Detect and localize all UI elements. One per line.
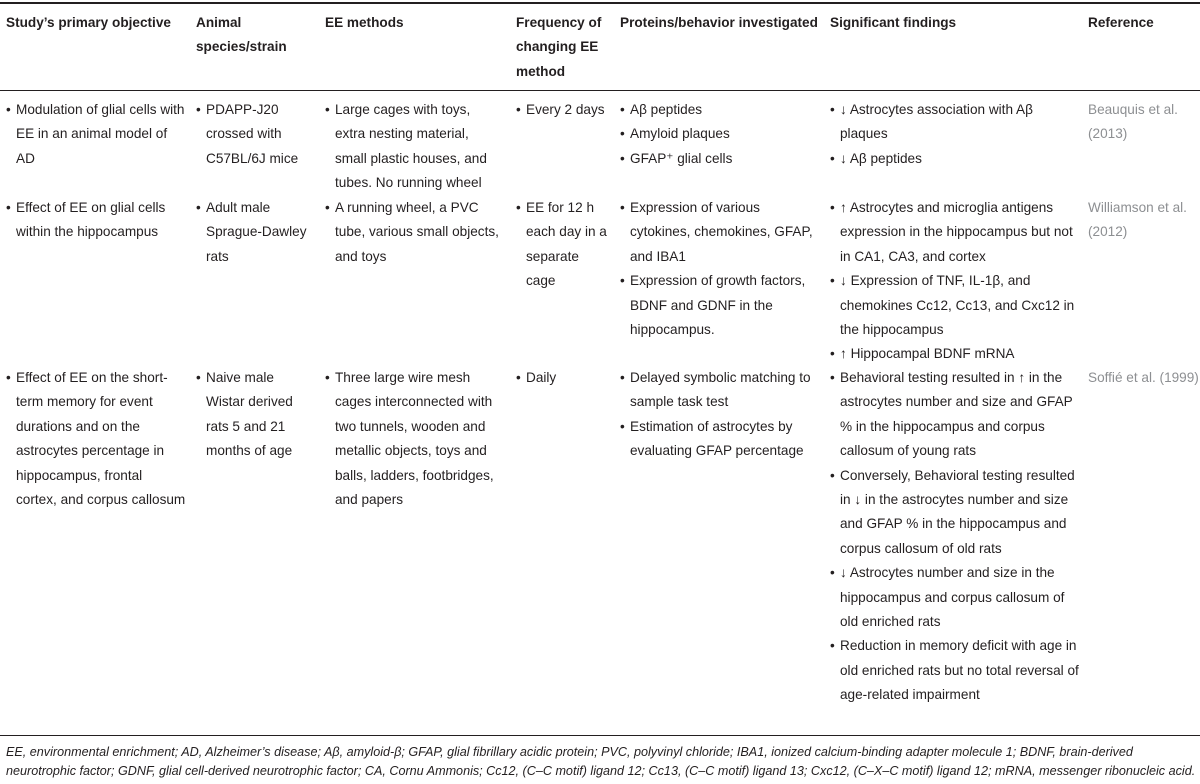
row1-objective-item: • Modulation of glial cells with EE in an animal model of AD	[6, 98, 186, 171]
row1-methods-item: • Large cages with toys, extra nesting material, small plastic houses, and tubes. No running wheel	[325, 98, 503, 196]
row2-findings	[830, 196, 1080, 367]
header-reference: Reference	[1088, 15, 1154, 30]
row3-findings	[830, 366, 1080, 708]
row2-reference[interactable]: Williamson et al. (2012)	[1088, 200, 1187, 240]
row3-objective-item: • Effect of EE on the short-term memory for event durations and on the astrocytes percentage in hippocampus, frontal cortex, and corpus callosum	[6, 366, 186, 512]
row2-objective	[6, 196, 186, 245]
row3-proteins-item: • Delayed symbolic matching to sample task test	[620, 366, 820, 415]
row3-findings-item: • ↓ Astrocytes number and size in the hippocampus and corpus callosum of old enriched rats	[830, 561, 1080, 634]
row1-findings-item: • ↓ Astrocytes association with Aβ plaques	[830, 98, 1080, 147]
row3-species	[196, 366, 308, 464]
row3-objective	[6, 366, 186, 512]
row3-species-item: • Naive male Wistar derived rats 5 and 21 months of age	[196, 366, 308, 464]
row2-findings-item: • ↑ Astrocytes and microglia antigens expression in the hippocampus but not in CA1, CA3, and cortex	[830, 196, 1080, 269]
row1-proteins-item: • GFAP⁺ glial cells	[620, 147, 820, 171]
row1-species	[196, 98, 308, 171]
row1-findings	[830, 98, 1080, 171]
row1-frequency	[516, 98, 611, 122]
row2-proteins-item: • Expression of growth factors, BDNF and GDNF in the hippocampus.	[620, 269, 820, 342]
row2-proteins-item: • Expression of various cytokines, chemokines, GFAP, and IBA1	[620, 196, 820, 269]
row1-findings-item: • ↓ Aβ peptides	[830, 147, 1080, 171]
row2-methods-item: • A running wheel, a PVC tube, various small objects, and toys	[325, 196, 503, 269]
row1-reference[interactable]: Beauquis et al. (2013)	[1088, 102, 1178, 142]
row2-frequency	[516, 196, 611, 294]
footer-rule	[0, 735, 1200, 736]
row1-frequency-item: • Every 2 days	[516, 98, 611, 122]
row3-reference[interactable]: Soffié et al. (1999)	[1088, 370, 1199, 385]
row1-methods	[325, 98, 503, 196]
row3-methods-item: • Three large wire mesh cages interconnected with two tunnels, wooden and metallic objects, toys and balls, ladders, footbridges, and papers	[325, 366, 503, 512]
row3-findings-item: • Reduction in memory deficit with age in old enriched rats but no total reversal of age-related impairment	[830, 634, 1080, 707]
row1-objective	[6, 98, 186, 171]
row3-findings-item: • Conversely, Behavioral testing resulted in ↓ in the astrocytes number and size and GFAP % in the hippocampus and corpus callosum of old rats	[830, 464, 1080, 562]
row2-findings-item: • ↑ Hippocampal BDNF mRNA	[830, 342, 1080, 366]
header-frequency: Frequency of changing EE method	[516, 15, 602, 79]
row2-methods	[325, 196, 503, 269]
row1-proteins-item: • Amyloid plaques	[620, 122, 820, 146]
row2-species	[196, 196, 308, 269]
row2-frequency-item: • EE for 12 h each day in a separate cage	[516, 196, 611, 294]
row3-proteins	[620, 366, 820, 464]
row3-methods	[325, 366, 503, 512]
row2-findings-item: • ↓ Expression of TNF, IL-1β, and chemokines Cc12, Cc13, and Cxc12 in the hippocampus	[830, 269, 1080, 342]
row3-proteins-item: • Estimation of astrocytes by evaluating GFAP percentage	[620, 415, 820, 464]
top-rule	[0, 2, 1200, 4]
row2-proteins	[620, 196, 820, 342]
row3-frequency-item: • Daily	[516, 366, 611, 390]
header-methods: EE methods	[325, 15, 404, 30]
row1-proteins-item: • Aβ peptides	[620, 98, 820, 122]
row2-objective-item: • Effect of EE on glial cells within the hippocampus	[6, 196, 186, 245]
header-findings: Significant findings	[830, 15, 957, 30]
row1-proteins	[620, 98, 820, 171]
header-objective: Study’s primary objective	[6, 15, 171, 30]
header-proteins: Proteins/behavior investigated	[620, 15, 818, 30]
row3-findings-item: • Behavioral testing resulted in ↑ in the astrocytes number and size and GFAP % in the hippocampus and corpus callosum of young rats	[830, 366, 1080, 464]
table-footnote: EE, environmental enrichment; AD, Alzheimer’s disease; Aβ, amyloid-β; GFAP, glial fibrillary acidic protein; PVC, polyvinyl chloride; IBA1, ionized calcium-binding adapter molecule 1; BDNF, brain-derived neurotrophic factor; GDNF, glial cell-derived neurotrophic factor; CA, Cornu Ammonis; Cc12, (C–C motif) ligand 12; Cc13, (C–C motif) ligand 13; Cxc12, (C–X–C motif) ligand 12; mRNA, messenger ribonucleic acid.	[6, 745, 1196, 778]
row1-species-item: • PDAPP-J20 crossed with C57BL/6J mice	[196, 98, 308, 171]
row3-frequency	[516, 366, 611, 390]
header-rule	[0, 90, 1200, 91]
header-species: Animal species/strain	[196, 15, 287, 55]
row2-species-item: • Adult male Sprague-Dawley rats	[196, 196, 308, 269]
